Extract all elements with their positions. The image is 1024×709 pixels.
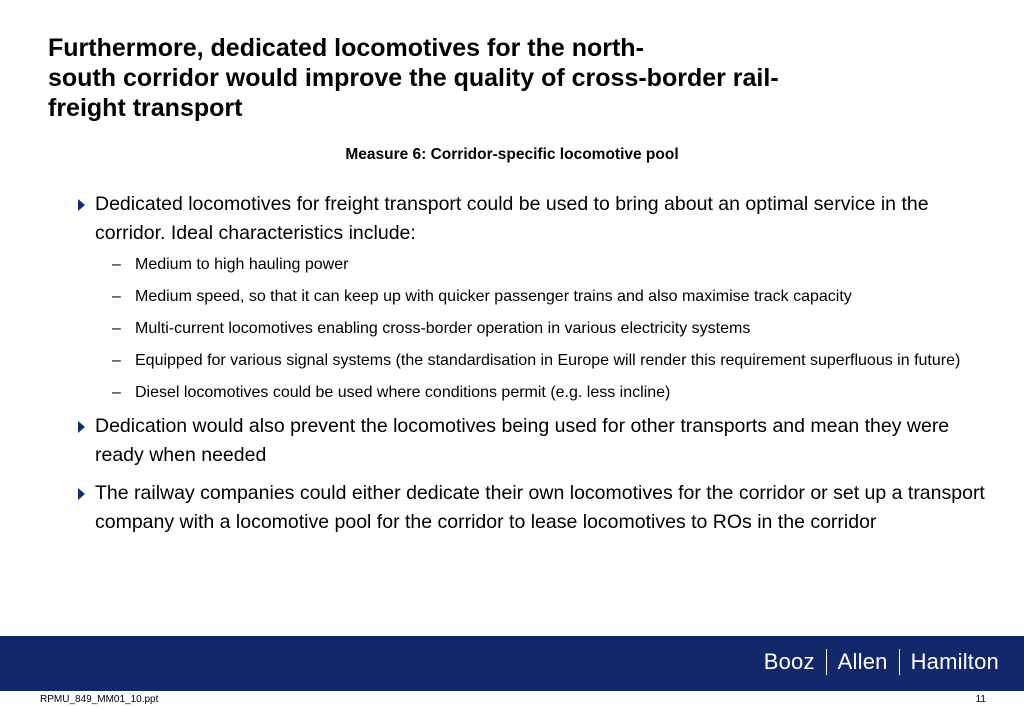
logo-word: Booz [763, 649, 815, 674]
title-line: Furthermore, dedicated locomotives for the north- [48, 34, 644, 62]
sub-bullet-item [112, 382, 988, 404]
title-line: south corridor would improve the quality of cross-border rail- [48, 64, 779, 92]
sub-bullet-list [112, 254, 988, 404]
dash-bullet-icon: – [112, 320, 121, 337]
slide-title [48, 33, 948, 123]
logo-word: Hamilton [910, 649, 999, 674]
sub-bullet-text: Medium to high hauling power [135, 256, 349, 273]
triangle-bullet-icon [78, 199, 85, 211]
dash-bullet-icon: – [112, 256, 121, 273]
company-logo [764, 647, 999, 677]
brand-footer-band [0, 636, 1024, 691]
bullet-text: The railway companies could either dedicate their own locomotives for the corridor or set up a transport company with a locomotive pool for the corridor to lease locomotives to ROs in the corridor [95, 482, 985, 533]
title-line: freight transport [48, 94, 243, 122]
footer-filename: RPMU_849_MM01_10.ppt [40, 694, 159, 705]
slide-subtitle: Measure 6: Corridor-specific locomotive pool [345, 146, 679, 163]
sub-bullet-text: Medium speed, so that it can keep up with quicker passenger trains and also maximise track capacity [135, 288, 852, 305]
triangle-bullet-icon [78, 488, 85, 500]
bullet-item [78, 479, 988, 537]
logo-word: Allen [837, 649, 888, 674]
dash-bullet-icon: – [112, 384, 121, 401]
sub-bullet-item [112, 254, 988, 276]
dash-bullet-icon: – [112, 288, 121, 305]
dash-bullet-icon: – [112, 352, 121, 369]
logo-divider [899, 649, 900, 675]
sub-bullet-text: Equipped for various signal systems (the standardisation in Europe will render this requirement superfluous in future) [135, 352, 961, 369]
sub-bullet-item [112, 318, 988, 340]
bullet-text: Dedicated locomotives for freight transport could be used to bring about an optimal service in the corridor. Ideal characteristics include: [95, 193, 929, 244]
bullet-text: Dedication would also prevent the locomotives being used for other transports and mean they were ready when needed [95, 415, 950, 466]
sub-bullet-item [112, 350, 988, 372]
bullet-list [78, 190, 988, 537]
bullet-item [78, 412, 988, 470]
sub-bullet-item [112, 286, 988, 308]
page-number: 11 [975, 694, 986, 705]
sub-bullet-text: Multi-current locomotives enabling cross-border operation in various electricity systems [135, 320, 751, 337]
logo-divider [826, 649, 827, 675]
triangle-bullet-icon [78, 421, 85, 433]
bullet-item [78, 190, 988, 404]
sub-bullet-text: Diesel locomotives could be used where conditions permit (e.g. less incline) [135, 384, 671, 401]
